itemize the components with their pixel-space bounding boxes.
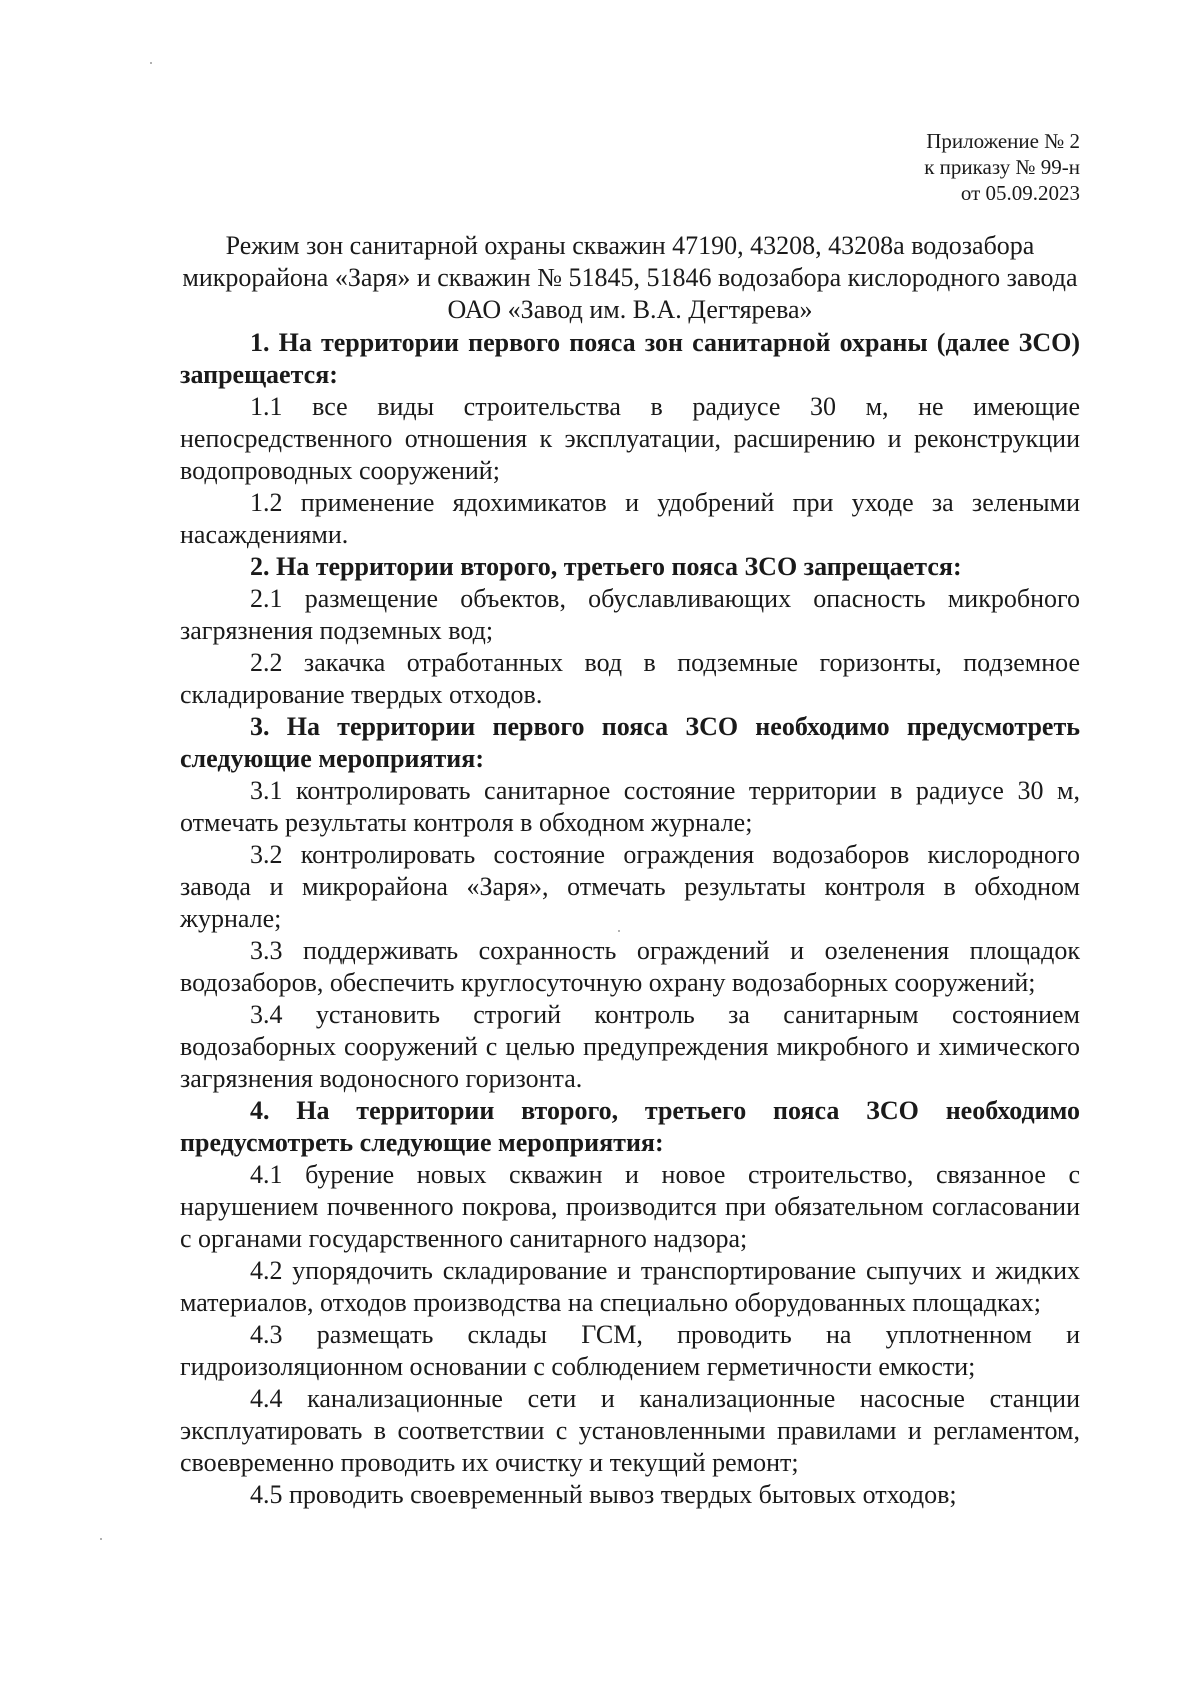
- section-item: 2.1 размещение объектов, обуславливающих опасность микробного загрязнения подземных вод;: [180, 584, 1080, 645]
- section-heading: 3. На территории первого пояса ЗСО необходимо предусмотреть следующие мероприятия:: [180, 712, 1080, 773]
- document-body: [180, 327, 1080, 1511]
- section-heading: 1. На территории первого пояса зон санитарной охраны (далее ЗСО) запрещается:: [180, 328, 1080, 389]
- section-heading: 4. На территории второго, третьего пояса ЗСО необходимо предусмотреть следующие мероприятия:: [180, 1096, 1080, 1157]
- section-heading: 2. На территории второго, третьего пояса ЗСО запрещается:: [250, 552, 962, 581]
- section-item: 1.1 все виды строительства в радиусе 30 м, не имеющие непосредственного отношения к эксплуатации, расширению и реконструкции водопроводных сооружений;: [180, 392, 1080, 485]
- section-item: 4.1 бурение новых скважин и новое строительство, связанное с нарушением почвенного покрова, производится при обязательном согласовании с органами государственного санитарного надзора;: [180, 1160, 1080, 1253]
- appendix-number: Приложение № 2: [926, 129, 1080, 153]
- section-item: 4.3 размещать склады ГСМ, проводить на уплотненном и гидроизоляционном основании с соблюдением герметичности емкости;: [180, 1320, 1080, 1381]
- section-item: 3.1 контролировать санитарное состояние территории в радиусе 30 м, отмечать результаты контроля в обходном журнале;: [180, 776, 1080, 837]
- scan-speck: [100, 1538, 102, 1540]
- section-item: 4.2 упорядочить складирование и транспортирование сыпучих и жидких материалов, отходов производства на специально оборудованных площадках;: [180, 1256, 1080, 1317]
- document-title: Режим зон санитарной охраны скважин 47190, 43208, 43208а водозабора микрорайона «Заря» и скважин № 51845, 51846 водозабора кислородного завода ОАО «Завод им. В.А. Дегтярева»: [182, 231, 1078, 324]
- section-item: 4.4 канализационные сети и канализационные насосные станции эксплуатировать в соответствии с установленными правилами и регламентом, своевременно проводить их очистку и текущий ремонт;: [180, 1384, 1080, 1477]
- section-item: 1.2 применение ядохимикатов и удобрений при уходе за зелеными насаждениями.: [180, 488, 1080, 549]
- section-item: 2.2 закачка отработанных вод в подземные горизонты, подземное складирование твердых отходов.: [180, 648, 1080, 709]
- scan-speck: [618, 930, 620, 932]
- order-date: от 05.09.2023: [960, 181, 1080, 205]
- scan-speck: [150, 62, 152, 64]
- appendix-reference: [924, 128, 1080, 206]
- section-item: 3.3 поддерживать сохранность ограждений и озеленения площадок водозаборов, обеспечить круглосуточную охрану водозаборных сооружений;: [180, 936, 1080, 997]
- order-reference: к приказу № 99-н: [924, 155, 1080, 179]
- section-item: 3.4 установить строгий контроль за санитарным состоянием водозаборных сооружений с целью предупреждения микробного и химического загрязнения водоносного горизонта.: [180, 1000, 1080, 1093]
- section-item: 4.5 проводить своевременный вывоз твердых бытовых отходов;: [250, 1480, 957, 1509]
- section-item: 3.2 контролировать состояние ограждения водозаборов кислородного завода и микрорайона «Заря», отмечать результаты контроля в обходном журнале;: [180, 840, 1080, 933]
